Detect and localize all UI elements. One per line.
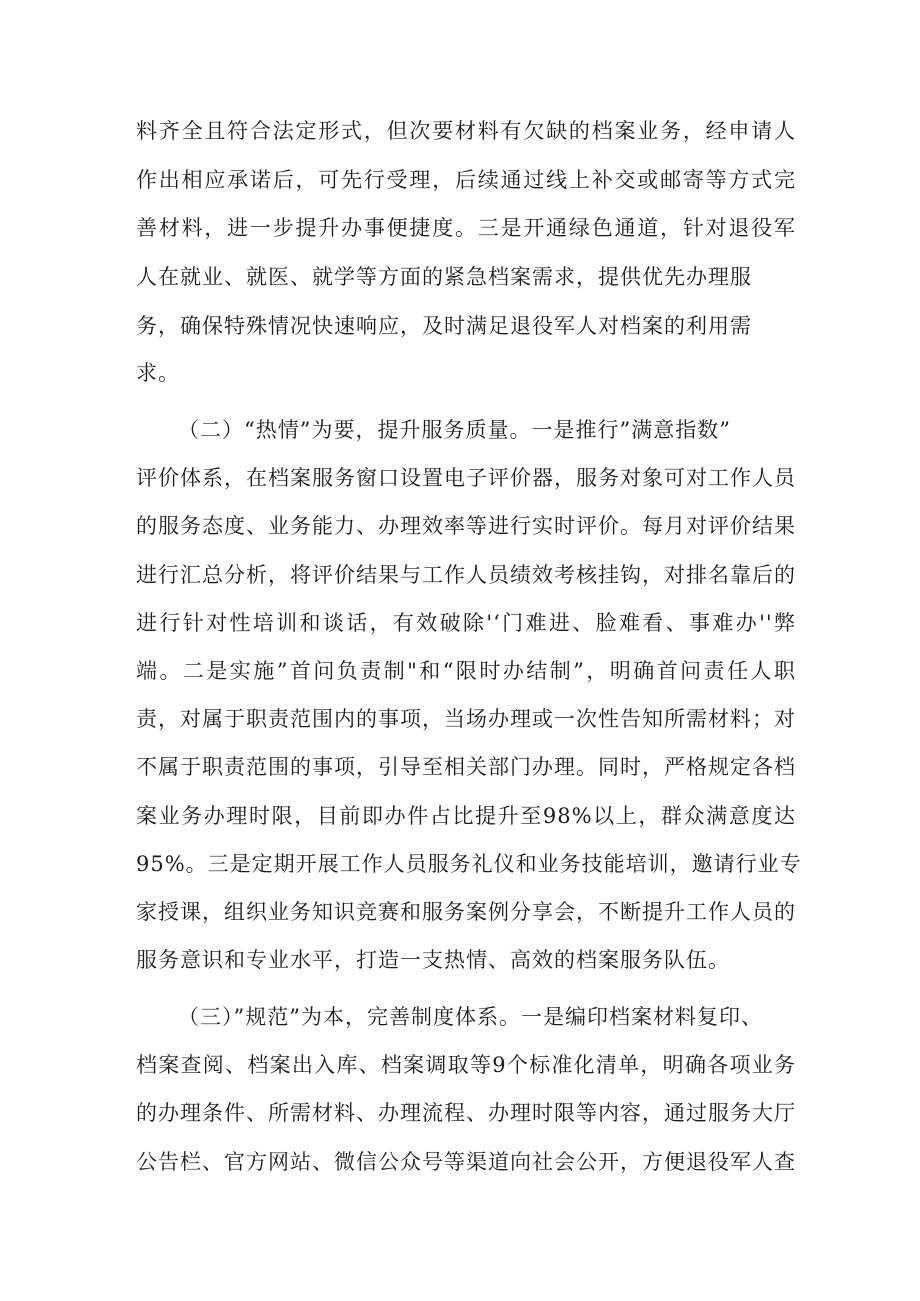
text-line: 不属于职责范围的事项，引导至相关部门办理。同时，严格规定各档 <box>136 755 796 779</box>
text-line: 的办理条件、所需材料、办理流程、办理时限等内容，通过服务大厅 <box>136 1101 796 1125</box>
text-line: 善材料，进一步提升办事便捷度。三是开通绿色通道，针对退役军 <box>136 216 796 240</box>
text-line: 公告栏、官方网站、微信公众号等渠道向社会公开，方便退役军人查 <box>136 1150 796 1174</box>
text-line: 责，对属于职责范围内的事项，当场办理或一次性告知所需材料；对 <box>136 707 796 731</box>
text-line: 端。二是实施”首问负责制"和“限时办结制”，明确首问责任人职 <box>136 659 796 683</box>
text-line: 进行针对性培训和谈话，有效破除'‘门难进、脸难看、事难办''弊 <box>136 611 796 635</box>
text-line: 评价体系，在档案服务窗口设置电子评价器，服务对象可对工作人员 <box>136 466 796 490</box>
text-line: 求。 <box>136 361 180 385</box>
text-line: 人在就业、就医、就学等方面的紧急档案需求，提供优先办理服 <box>136 265 752 289</box>
text-line: 95%。三是定期开展工作人员服务礼仪和业务技能培训，邀请行业专 <box>136 852 802 876</box>
text-line: 作出相应承诺后，可先行受理，后续通过线上补交或邮寄等方式完 <box>136 168 796 192</box>
text-line: 料齐全且符合法定形式，但次要材料有欠缺的档案业务，经申请人 <box>136 119 796 143</box>
text-line: 务，确保特殊情况快速响应，及时满足退役军人对档案的利用需 <box>136 314 752 338</box>
text-line: 家授课，组织业务知识竞赛和服务案例分享会，不断提升工作人员的 <box>136 900 796 924</box>
text-line: 进行汇总分析，将评价结果与工作人员绩效考核挂钩，对排名靠后的 <box>136 563 796 587</box>
text-line: 服务意识和专业水平，打造一支热情、高效的档案服务队伍。 <box>136 948 730 972</box>
text-line: （二）“热情”为要，提升服务质量。一是推行”满意指数” <box>178 418 731 442</box>
text-line: （三）”规范”为本，完善制度体系。一是编印档案材料复印、 <box>178 1005 763 1029</box>
text-line: 的服务态度、业务能力、办理效率等进行实时评价。每月对评价结果 <box>136 514 796 538</box>
text-line: 档案查阅、档案出入库、档案调取等9个标准化清单，明确各项业务 <box>136 1053 796 1077</box>
text-line: 案业务办理时限，目前即办件占比提升至98%以上，群众满意度达 <box>136 804 796 828</box>
